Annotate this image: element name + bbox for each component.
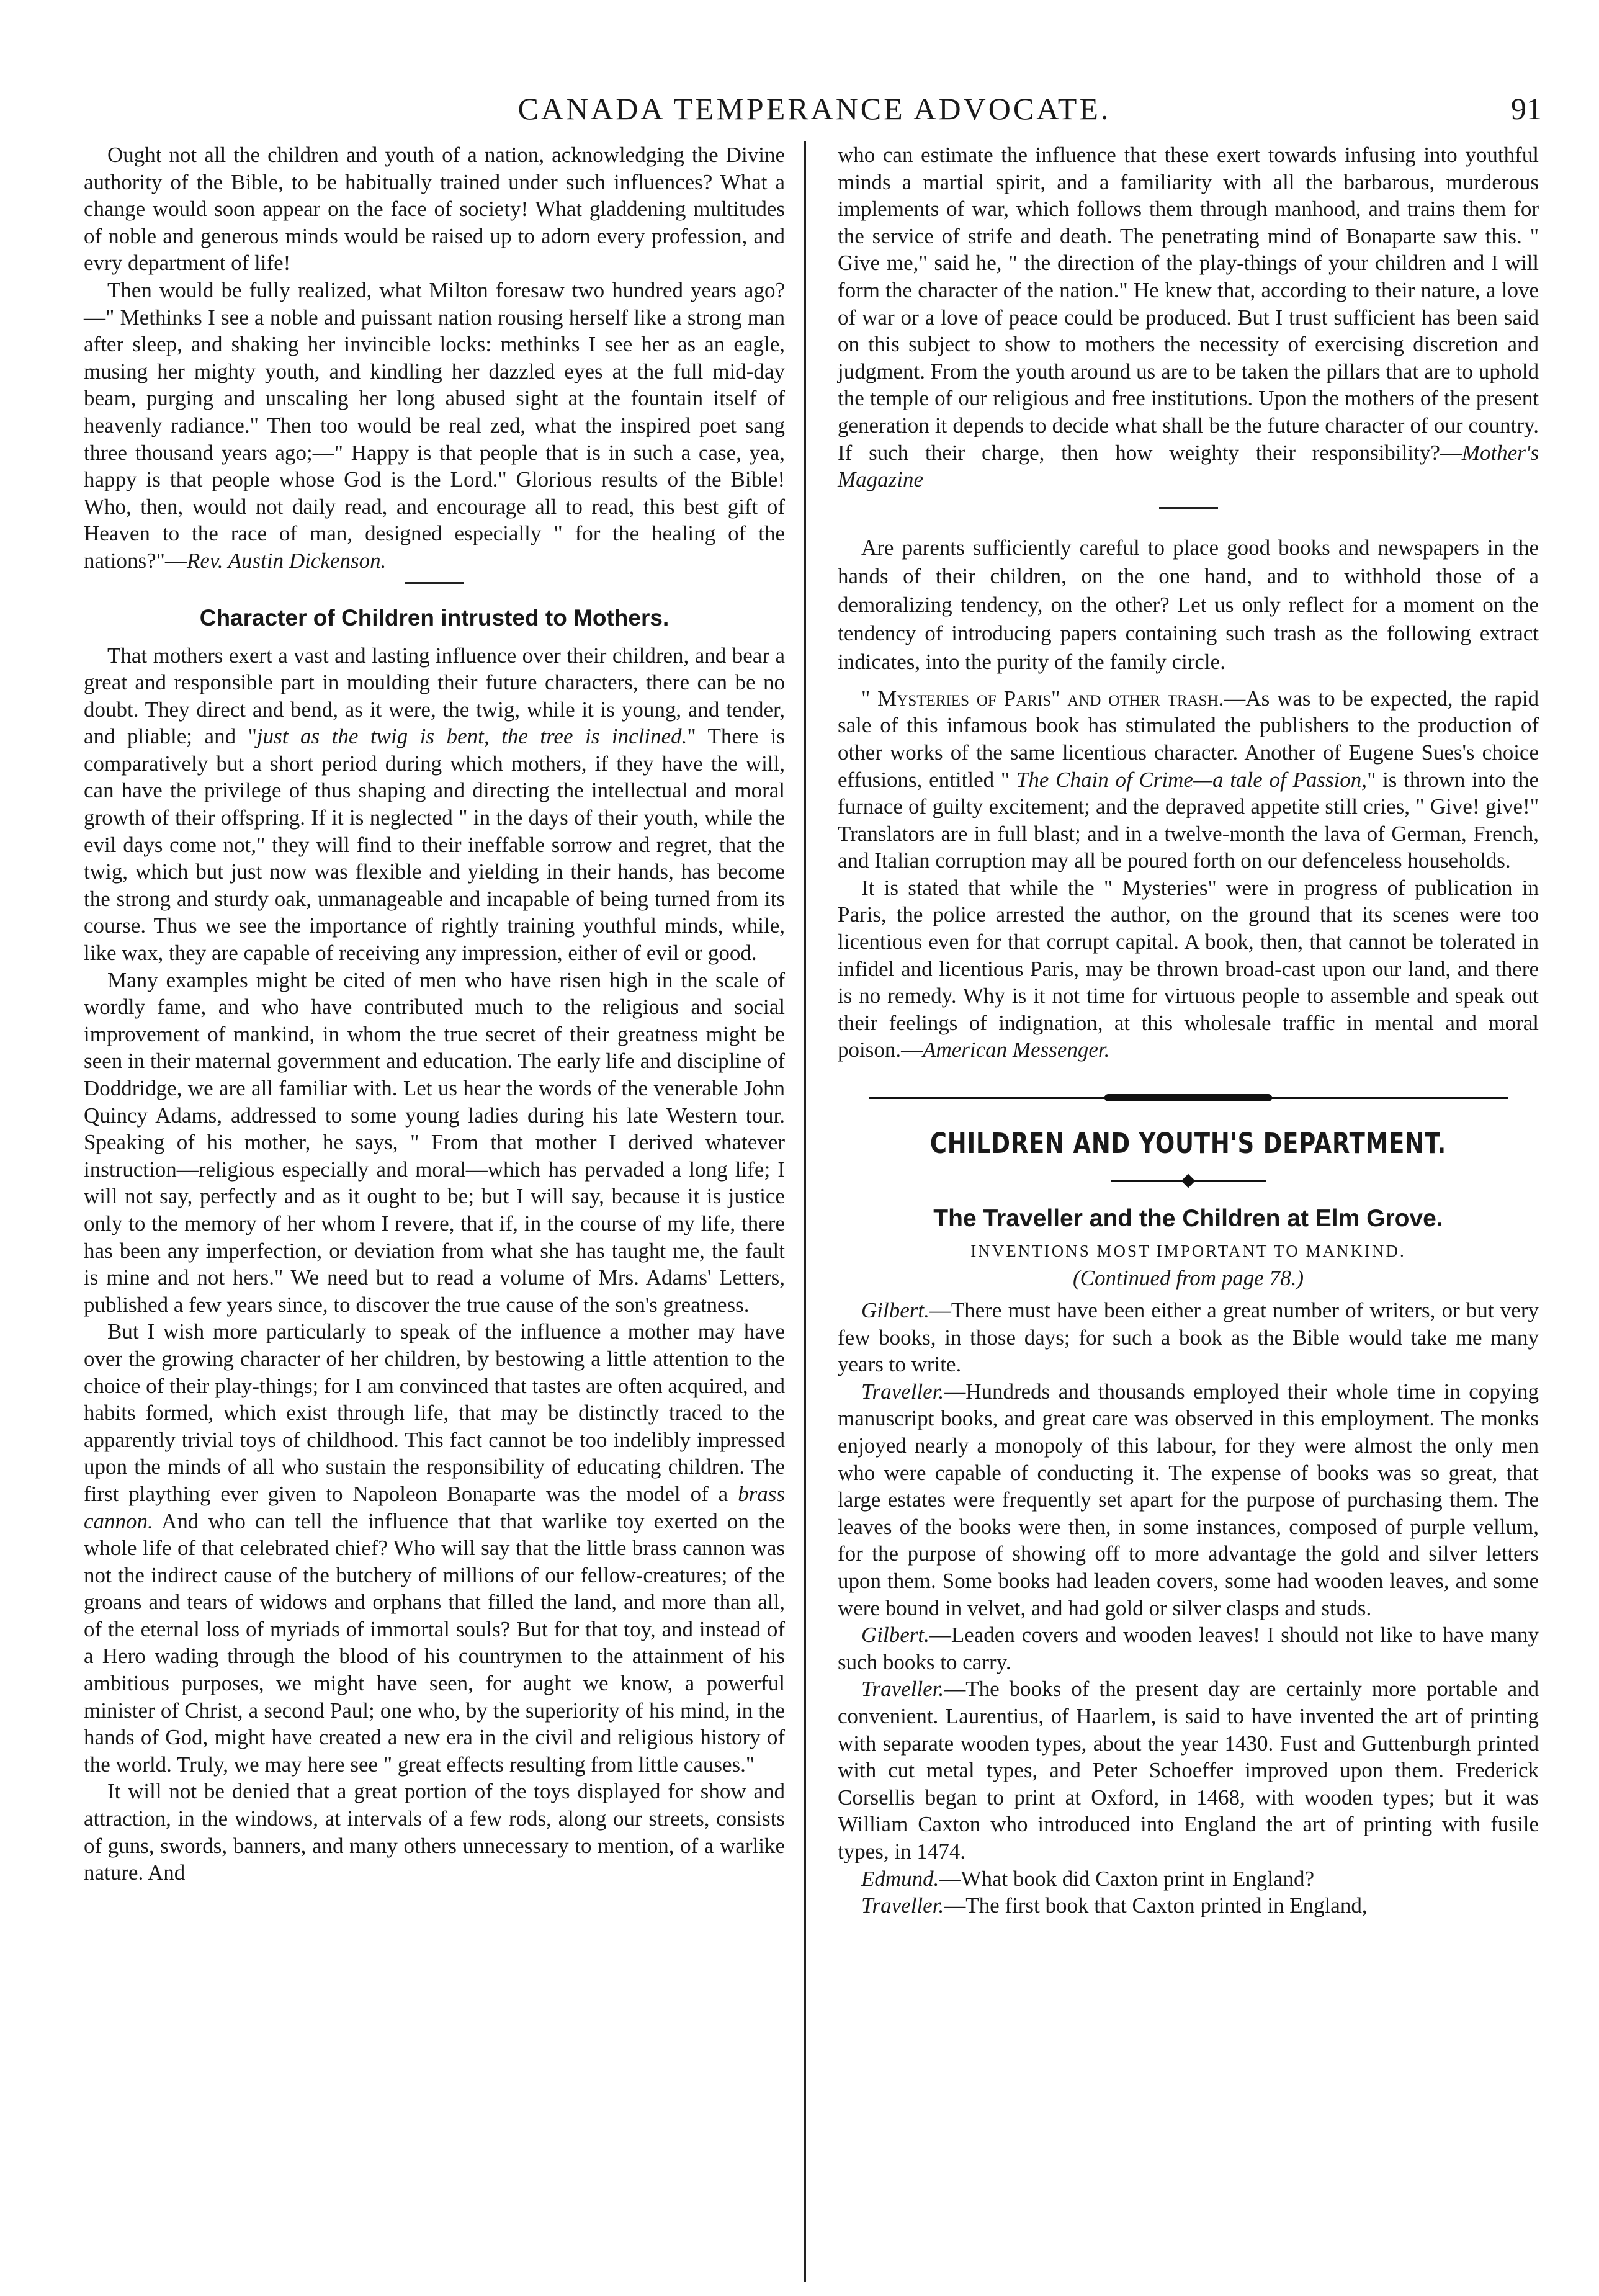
paragraph: Ought not all the children and youth of a nation, acknowledging the Divine authority of the Bible, to be habitually trained under such influences? What a change would soon appear on the face of society! What gladdening multitudes of noble and generous minds would be raised up to adorn every profession, and evry department of life! bbox=[84, 143, 785, 276]
speaker: Traveller. bbox=[861, 1677, 944, 1702]
speaker: Traveller. bbox=[861, 1893, 944, 1918]
paragraph-text: who can estimate the influence that these exert towards infusing into youthful minds a martial spirit, and a familiarity with all the barbarous, murderous implements of war, which follows them through manhood, and trains them for the service of strife and death. The penetrating mind of Bonaparte saw this. " Give me," said he, " the direction of the play-things of your children and I will form the character of the nation." He knew that, according to their nature, a love of war or a love of peace could be produced. But I trust sufficient has been said on this subject to show to mothers the necessity of exercising discretion and judgment. From the youth around us are to be taken the pillars that are to uphold the temple of our religious and free institutions. Upon the mothers of the present generation it depends to decide what shall be the future character of our country. If such their charge, then how weighty their responsibility?— bbox=[838, 143, 1539, 465]
dialogue-line bbox=[838, 1675, 1539, 1865]
speaker: Gilbert. bbox=[861, 1623, 929, 1648]
paragraph-text: " is thrown into the furnace of guilty excitement; and the depraved appetite still cries, " Give! give!" Translators are in full blast; and in a twelve-month the lava of German, French, and Italian corruption may all be poured forth on our defenceless households. bbox=[838, 767, 1539, 873]
section-title: Character of Children intrusted to Mothers. bbox=[199, 604, 670, 630]
short-rule bbox=[405, 582, 464, 584]
diamond-ornament-icon bbox=[1181, 1174, 1196, 1188]
speaker: Traveller. bbox=[861, 1379, 944, 1404]
column-divider bbox=[804, 141, 806, 2282]
continued-note: (Continued from page 78.) bbox=[1073, 1266, 1304, 1291]
attribution: Mother's Magazine bbox=[838, 440, 1539, 492]
paragraph bbox=[838, 685, 1539, 874]
italic-phrase: brass cannon. bbox=[84, 1481, 785, 1533]
dialogue-text: —There must have been either a great number of writers, or but very few books, in those days; for such a book as the Bible would take me many years to write. bbox=[838, 1298, 1539, 1377]
dialogue-line bbox=[838, 1621, 1539, 1675]
italic-title: The Chain of Crime—a tale of Passion, bbox=[1016, 767, 1368, 792]
dialogue-text: —Hundreds and thousands employed their whole time in copying manuscript books, and great care was observed in this employment. The monks enjoyed nearly a monopoly of this labour, for they were almost the only men who were capable of conducting it. The expense of books was so great, that large estates were frequently set apart for the purpose of purchasing them. The leaves of the books were then, in some instances, composed of purple vellum, for the purpose of showing off to more advantage the gold and silver letters upon them. Some books had leaden covers, some had wooden leaves, and some were bound in velvet, and had gold or silver clasps and studs. bbox=[838, 1379, 1539, 1620]
story-subtitle: INVENTIONS MOST IMPORTANT TO MANKIND. bbox=[970, 1242, 1406, 1261]
paragraph bbox=[84, 1318, 785, 1778]
ornament-rule bbox=[838, 1172, 1539, 1190]
dialogue-text: —Leaden covers and wooden leaves! I should not like to have many such books to carry. bbox=[838, 1623, 1539, 1674]
department-rule bbox=[838, 1086, 1539, 1111]
paragraph bbox=[838, 141, 1539, 493]
paragraph bbox=[838, 874, 1539, 1064]
dialogue-line bbox=[838, 1892, 1539, 1919]
paragraph-text: That mothers exert a vast and lasting influence over their children, and bear a great and responsible part in moulding their future characters, there can be no doubt. They direct and bend, as it were, the twig, while it is young, and tender, and pliable; and " bbox=[84, 643, 785, 749]
story-title: The Traveller and the Children at Elm Grove. bbox=[933, 1205, 1443, 1232]
speaker: Gilbert. bbox=[861, 1298, 929, 1323]
paragraph-text: —As was to be expected, the rapid sale of this infamous book has stimulated the publishers to the production of other works of the same licentious character. Another of Eugene Sues's choice effusions, entitled " bbox=[838, 686, 1539, 792]
attribution: Rev. Austin Dickenson. bbox=[186, 548, 387, 573]
paragraph-text: " There is comparatively but a short period during which mothers, if they have the will, can have the privilege of thus shaping and directing the intellectual and moral growth of their offspring. If it is neglected " in the days of their youth, while the evil days come not," they will find to their ineffable sorrow and regret, that the twig, which but just now was flexible and yielding in their hands, has become the strong and sturdy oak, unmanageable and incapable of being turned from its course. Thus we see the importance of rightly training youthful minds, while, like wax, they are capable of receiving any impression, either of evil or good. bbox=[84, 724, 785, 966]
dialogue-text: —What book did Caxton print in England? bbox=[939, 1866, 1315, 1891]
paragraph bbox=[84, 277, 785, 575]
paragraph-text: But I wish more particularly to speak of the influence a mother may have over the growing character of her children, by bestowing a little attention to the choice of their play-things; for I am convinced that tastes are often acquired, and habits formed, which exist through life, that may be distinctly traced to the apparently trivial toys of childhood. This fact cannot be too indelibly impressed upon the minds of all who sustain the responsibility of educating children. The first plaything ever given to Napoleon Bonaparte was the model of a bbox=[84, 1319, 785, 1506]
paragraph: Many examples might be cited of men who have risen high in the scale of wordly fame, and who have contributed much to the religious and social improvement of mankind, in whom the true secret of their greatness might be seen in their maternal government and education. The early life and discipline of Doddridge, we are all familiar with. Let us hear the words of the venerable John Quincy Adams, addressed to some young ladies during his late Western tour. Speaking of his mother, he says, " From that mother I derived whatever instruction—religious especially and moral—which has pervaded a long life; I will not say, perfectly and as it ought to be; but I will say, because it is justice only to the memory of her whom I revere, that if, in the course of my life, there has been any imperfection, or deviation from what she has taught me, the fault is mine and not hers." We need but to read a volume of Mrs. Adams' Letters, published a few years since, to discover the true cause of the son's greatness. bbox=[84, 967, 785, 1317]
left-column bbox=[84, 141, 785, 1886]
dialogue-line bbox=[838, 1865, 1539, 1893]
paragraph: Are parents sufficiently careful to place good books and newspapers in the hands of their children, on the one hand, and to withhold those of a demoralizing tendency, on the other? Let us only reflect for a moment on the tendency of introducing papers containing such trash as the following extract indicates, into the purity of the family circle. bbox=[838, 535, 1539, 674]
paragraph-text: And who can tell the influence that that warlike toy exerted on the whole life of that celebrated chief? Who will say that the little brass cannon was not the indirect cause of the butchery of millions of our fellow-creatures; of the groans and tears of widows and orphans that filled the land, and more than all, of the eternal loss of myriads of immortal souls? But for that toy, and instead of a Hero wading through the blood of his countrymen to the attainment of his ambitious purposes, we might have seen, for aught we know, a powerful minister of Christ, a second Paul; one who, by the superiority of his mind, in the hands of God, might have created a new era in the civil and religious history of the world. Truly, we may here see " great effects resulting from little causes." bbox=[84, 1509, 785, 1777]
paragraph-text: Then would be fully realized, what Milton foresaw two hundred years ago?—" Methinks I see a noble and puissant nation rousing herself like a strong man after sleep, and shaking her invincible locks: methinks I see her as an eagle, musing her mighty youth, and kindling her dazzled eyes at the full mid-day beam, purging and unscaling her long abused sight at the fountain itself of heavenly radiance." Then too would be real zed, what the inspired poet sang three thousand years ago;—" Happy is that people that is in such a case, yea, happy is that people whose God is the Lord." Glorious results of the Bible! Who, then, would not daily read, and encourage all to read, this best gift of Heaven to the race of man, designed especially " for the healing of the nations?"— bbox=[84, 277, 785, 573]
paragraph bbox=[84, 642, 785, 967]
page-header bbox=[87, 87, 1542, 130]
attribution: American Messenger. bbox=[923, 1038, 1110, 1062]
right-column bbox=[838, 141, 1539, 1919]
dialogue-text: —The first book that Caxton printed in England, bbox=[944, 1893, 1368, 1918]
dialogue-text: —The books of the present day are certainly more portable and convenient. Laurentius, of Haarlem, is said to have invented the art of printing with separate wooden types, about the year 1430. Fust and Guttenburgh printed with cut metal types, and Peter Schoeffer improved upon them. Frederick Corsellis began to print at Oxford, in 1468, with wooden types; but it was William Caxton who introduced into England the art of printing with fusile types, in 1474. bbox=[838, 1677, 1539, 1863]
masthead-title: CANADA TEMPERANCE ADVOCATE. bbox=[517, 91, 1111, 126]
italic-quote: just as the twig is bent, the tree is inclined. bbox=[256, 724, 688, 749]
short-rule bbox=[1159, 507, 1218, 509]
department-title: CHILDREN AND YOUTH'S DEPARTMENT. bbox=[929, 1127, 1447, 1160]
speaker: Edmund. bbox=[861, 1866, 939, 1891]
paragraph: It will not be denied that a great portion of the toys displayed for show and attraction, in the windows, at intervals of a few rods, along our streets, consists of guns, swords, banners, and many others unnecessary to mention, of a warlike nature. And bbox=[84, 1779, 785, 1885]
dialogue-line bbox=[838, 1297, 1539, 1378]
article-head: " Mysteries of Paris" and other trash. bbox=[861, 686, 1224, 711]
page-number: 91 bbox=[1511, 91, 1542, 126]
dialogue-line bbox=[838, 1378, 1539, 1621]
paragraph-text: It is stated that while the " Mysteries" were in progress of publication in Paris, the police arrested the author, on the ground that its scenes were too licentious even for that corrupt capital. A book, then, that cannot be tolerated in infidel and licentious Paris, may be thrown broad-cast upon our land, and there is no remedy. Why is it not time for virtuous people to assemble and speak out their feelings of indignation, at this wholesale traffic in mental and moral poison.— bbox=[838, 875, 1539, 1062]
